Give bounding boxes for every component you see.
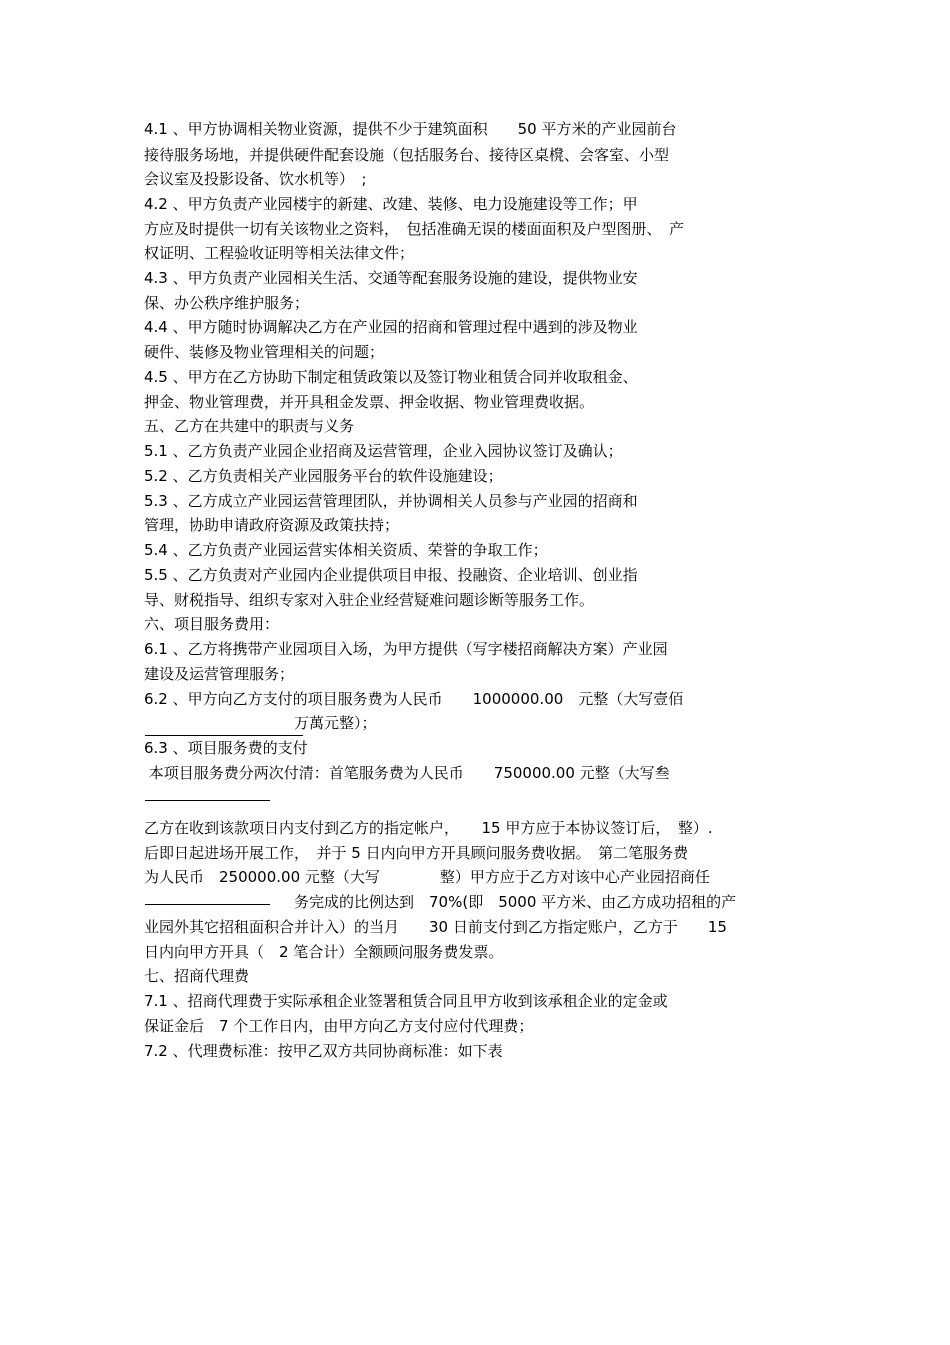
text-line: 日内向甲方开具（ 2 笔合计）全额顾问服务费发票。 <box>144 943 504 961</box>
text-line: 7.2 、代理费标准：按甲乙双方共同协商标准：如下表 <box>144 1042 503 1060</box>
text-line: 7.1 、招商代理费于实际承租企业签署租赁合同且甲方收到该承租企业的定金或 <box>144 992 668 1010</box>
text-line: 4.3 、甲方负责产业园相关生活、交通等配套服务设施的建设，提供物业安 <box>144 269 638 287</box>
text-line: 建设及运营管理服务； <box>144 665 295 683</box>
text-line: 保证金后 7 个工作日内，由甲方向乙方支付应付代理费； <box>144 1017 534 1035</box>
text-line: 5.2 、乙方负责相关产业园服务平台的软件设施建设； <box>144 467 503 485</box>
text-line: 5.4 、乙方负责产业园运营实体相关资质、荣誉的争取工作； <box>144 541 548 559</box>
text-line: 万萬元整）； <box>144 714 377 732</box>
text-line: 保、办公秩序维护服务； <box>144 294 310 312</box>
text-line: 务完成的比例达到 70%(即 5000 平方米、由乙方成功招租的产 <box>144 893 737 911</box>
fill-in-blank-line <box>145 735 303 736</box>
text-line: 管理，协助申请政府资源及政策扶持； <box>144 516 400 534</box>
text-line: 6.3 、项目服务费的支付 <box>144 739 308 757</box>
text-line: 4.5 、甲方在乙方协助下制定租赁政策以及签订物业租赁合同并收取租金、 <box>144 368 638 386</box>
text-line: 5.1 、乙方负责产业园企业招商及运营管理，企业入园协议签订及确认； <box>144 442 623 460</box>
text-line: 5.3 、乙方成立产业园运营管理团队，并协调相关人员参与产业园的招商和 <box>144 492 638 510</box>
text-line: 接待服务场地，并提供硬件配套设施（包括服务台、接待区桌櫈、会客室、小型 <box>144 146 670 164</box>
text-line: 4.1 、甲方协调相关物业资源，提供不少于建筑面积 50 平方米的产业园前台 <box>144 120 677 138</box>
text-line: 本项目服务费分两次付清：首笔服务费为人民币 750000.00 元整（大写叁 <box>144 764 670 782</box>
fill-in-blank-line <box>145 800 270 801</box>
text-line: 乙方在收到该款项日内支付到乙方的指定帐户， 15 甲方应于本协议签订后， 整）. <box>144 819 713 837</box>
text-line: 业园外其它招租面积合并计入）的当月 30 日前支付到乙方指定账户，乙方于 15 <box>144 918 727 936</box>
section-heading: 六、项目服务费用： <box>144 615 280 633</box>
text-line: 6.2 、甲方向乙方支付的项目服务费为人民币 1000000.00 元整（大写壹佰 <box>144 690 684 708</box>
text-line: 会议室及投影设备、饮水机等） ; <box>144 170 367 188</box>
text-line: 权证明、工程验收证明等相关法律文件； <box>144 244 415 262</box>
text-line: 方应及时提供一切有关该物业之资料， 包括准确无误的楼面面积及户型图册、 产 <box>144 220 685 238</box>
section-heading: 五、乙方在共建中的职责与义务 <box>144 417 355 435</box>
text-line: 硬件、装修及物业管理相关的问题； <box>144 343 385 361</box>
text-line: 5.5 、乙方负责对产业园内企业提供项目申报、投融资、企业培训、创业指 <box>144 566 638 584</box>
text-line: 4.2 、甲方负责产业园楼宇的新建、改建、装修、电力设施建设等工作；甲 <box>144 195 638 213</box>
text-line: 押金、物业管理费，并开具租金发票、押金收据、物业管理费收据。 <box>144 393 595 411</box>
section-heading: 七、招商代理费 <box>144 967 250 985</box>
text-line: 导、财税指导、组织专家对入驻企业经营疑难问题诊断等服务工作。 <box>144 591 595 609</box>
text-line: 4.4 、甲方随时协调解决乙方在产业园的招商和管理过程中遇到的涉及物业 <box>144 318 638 336</box>
text-line: 为人民币 250000.00 元整（大写 整）甲方应于乙方对该中心产业园招商任 <box>144 868 710 886</box>
text-line: 后即日起进场开展工作， 并于 5 日内向甲方开具顾问服务费收据。 第二笔服务费 <box>144 844 689 862</box>
text-line: 6.1 、乙方将携带产业园项目入场，为甲方提供（写字楼招商解决方案）产业园 <box>144 640 668 658</box>
